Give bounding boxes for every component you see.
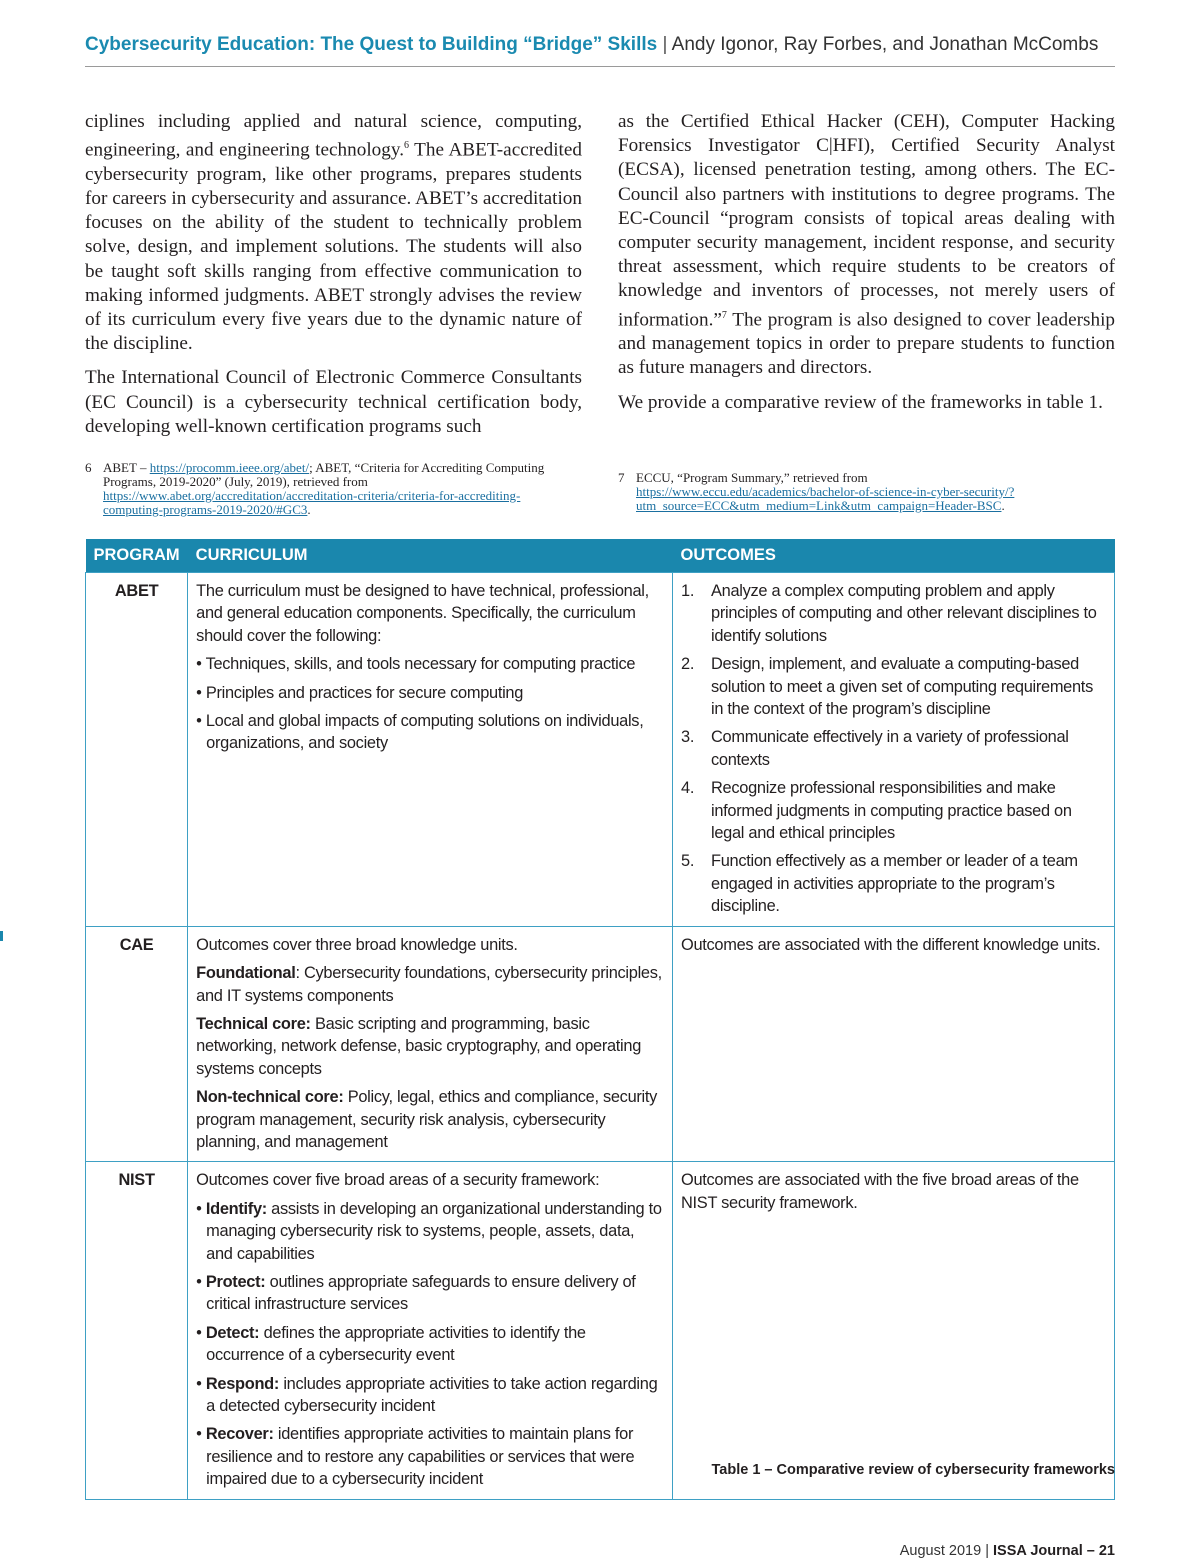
header-program: PROGRAM — [86, 539, 188, 573]
framework-area-label: Identify: — [205, 1199, 267, 1218]
curriculum-cell — [188, 926, 673, 1162]
outcome-text: Function effectively as a member or leader of a team engaged in activities appropriate to the program’s discipline. — [711, 852, 1078, 916]
outcomes-cell: Outcomes are associated with the five broad areas of the NIST security framework. — [673, 1162, 1115, 1499]
outcome-text: Recognize professional responsibilities and make informed judgments in computing practice based on legal and ethical principles — [711, 779, 1072, 843]
outcome-number: 5. — [681, 852, 695, 871]
outcome-number: 4. — [681, 779, 695, 798]
article-authors: Andy Igonor, Ray Forbes, and Jonathan McCombs — [671, 34, 1099, 55]
footnote-number: 6 — [85, 460, 92, 475]
outcome-item — [681, 653, 1106, 720]
table-caption: Table 1 – Comparative review of cybersecurity frameworks — [711, 1462, 1115, 1478]
table-row-cae — [86, 926, 1115, 1162]
footnote-number: 7 — [618, 470, 625, 485]
knowledge-unit-text: Basic scripting and programming, basic networking, network defense, basic cryptography, and operating systems concepts — [196, 1014, 642, 1078]
program-cell: CAE — [86, 926, 188, 1162]
knowledge-unit-label: Foundational — [196, 964, 296, 983]
framework-area-text: includes appropriate activities to take action regarding a detected cybersecurity incident — [206, 1374, 658, 1415]
knowledge-unit-text: : Cybersecurity foundations, cybersecurity principles, and IT systems components — [196, 964, 662, 1005]
framework-area-text: identifies appropriate activities to maintain plans for resilience and to restore any capabilities or services that were impaired due to a cybersecurity incident — [206, 1425, 635, 1489]
outcome-item — [681, 580, 1106, 647]
header-curriculum: CURRICULUM — [188, 539, 673, 573]
framework-area-text: outlines appropriate safeguards to ensure delivery of critical infrastructure services — [206, 1272, 636, 1314]
footnote-text: ABET – — [103, 460, 150, 475]
outcome-number: 1. — [681, 582, 695, 600]
table-row-abet — [86, 573, 1115, 927]
article-title: Cybersecurity Education: The Quest to Building “Bridge” Skills — [85, 34, 658, 55]
curriculum-bullet: • Principles and practices for secure computing — [196, 683, 524, 702]
footnote-text: . — [1001, 498, 1005, 513]
knowledge-unit-label: Non-technical core: — [196, 1088, 344, 1107]
footnote-text: . — [307, 502, 311, 517]
text-run: ciplines including applied and natural science, computing, engineering, and engineering technology. — [85, 111, 582, 161]
footer-separator: | — [985, 1543, 989, 1559]
framework-area-text: assists in developing an organizational understanding to managing cybersecurity risk to systems, people, assets, data, and capabilities — [206, 1199, 662, 1263]
outcome-item — [681, 726, 1106, 771]
curriculum-bullet: • Techniques, skills, and tools necessary for computing practice — [196, 655, 636, 674]
knowledge-unit — [196, 962, 664, 1007]
issue-date: August 2019 — [899, 1543, 982, 1559]
footnote-7 — [618, 471, 1098, 513]
framework-area: • Recover: identifies appropriate activities to maintain plans for resilience and to restore any capabilities or services that were impaired due to a cybersecurity incident — [196, 1425, 635, 1489]
header-separator: | — [662, 34, 668, 55]
margin-mark — [0, 931, 3, 941]
outcomes-list — [681, 580, 1106, 918]
curriculum-intro: Outcomes cover five broad areas of a security framework: — [196, 1171, 600, 1190]
footnote-ref-7[interactable]: 7 — [721, 309, 727, 321]
knowledge-unit-text: Policy, legal, ethics and compliance, security program management, security risk analysis, cybersecurity planning, and management — [196, 1088, 658, 1151]
curriculum-intro: The curriculum must be designed to have technical, professional, and general education components. Specifically, the curriculum should cover the following: — [196, 582, 649, 645]
text-run: The ABET-accredited cybersecurity program, like other programs, prepares students for careers in cybersecurity and assurance. ABET’s accreditation focuses on the ability of the student to technically problem solve, design, and implement solutions. The students will also be taught soft skills ranging from effective communication to making informed judgments. ABET strongly advises the review of its curriculum every five years due to the dynamic nature of the discipline. — [85, 139, 582, 355]
program-cell: NIST — [86, 1162, 188, 1499]
outcomes-cell: Outcomes are associated with the different knowledge units. — [673, 926, 1115, 1162]
outcome-item — [681, 777, 1106, 844]
journal-page: ISSA Journal – 21 — [993, 1543, 1115, 1559]
footnote-link[interactable]: https://procomm.ieee.org/abet/ — [149, 460, 310, 475]
outcome-item — [681, 850, 1106, 917]
footnote-link[interactable]: https://www.abet.org/accreditation/accreditation-criteria/criteria-for-accrediting-computing-programs-2019-2020/#GC3 — [103, 488, 521, 517]
framework-area-label: Detect: — [205, 1323, 260, 1342]
knowledge-unit — [196, 1086, 664, 1153]
outcome-text: Design, implement, and evaluate a computing-based solution to meet a given set of computing requirements in the context of the program’s discipline — [711, 655, 1093, 719]
framework-area-label: Protect: — [205, 1272, 266, 1291]
framework-area-label: Recover: — [205, 1425, 274, 1444]
curriculum-cell — [188, 1162, 673, 1499]
framework-area: • Protect: outlines appropriate safeguards to ensure delivery of critical infrastructure services — [196, 1272, 636, 1314]
outcome-number: 2. — [681, 655, 695, 674]
framework-area-text: defines the appropriate activities to identify the occurrence of a cybersecurity event — [206, 1323, 586, 1365]
outcome-text: Analyze a complex computing problem and apply principles of computing and other relevant disciplines to identify solutions — [711, 582, 1097, 645]
outcome-number: 3. — [681, 728, 695, 747]
header-outcomes: OUTCOMES — [673, 539, 1115, 573]
curriculum-cell — [188, 573, 673, 927]
footnote-6 — [85, 461, 585, 517]
footnote-text: ECCU, “Program Summary,” retrieved from — [636, 470, 868, 485]
framework-area-label: Respond: — [205, 1374, 280, 1393]
footnote-link[interactable]: https://www.eccu.edu/academics/bachelor-of-science-in-cyber-security/?utm_source=ECC&utm_medium=Link&utm_campaign=Header-BSC — [636, 484, 1015, 513]
knowledge-unit-label: Technical core: — [196, 1014, 311, 1033]
knowledge-unit — [196, 1013, 664, 1080]
paragraph — [618, 110, 1115, 381]
framework-area: • Detect: defines the appropriate activities to identify the occurrence of a cybersecurity event — [196, 1323, 586, 1365]
outcome-text: Communicate effectively in a variety of professional contexts — [711, 728, 1069, 769]
footnote-text: ; ABET, “Criteria for Accrediting Computing Programs, 2019-2020” (July, 2019), retrieved from — [103, 460, 545, 489]
table-header-row — [86, 539, 1115, 573]
outcomes-cell — [673, 573, 1115, 927]
curriculum-bullet: • Local and global impacts of computing solutions on individuals, organizations, and society — [196, 712, 644, 753]
program-cell: ABET — [86, 573, 188, 927]
text-run: as the Certified Ethical Hacker (CEH), Computer Hacking Forensics Investigator C|HFI), Certified Security Analyst (ECSA), licensed penetration testing, among others. The EC-Council also partners with institutions to degree programs. The EC-Council “program consists of topical areas dealing with computer security management, incident response, and security threat assessment, which require students to be creators of knowledge and inventors of processes, not merely users of information.” — [618, 111, 1115, 331]
page-footer — [900, 1543, 1115, 1559]
body-column-left — [85, 110, 582, 439]
curriculum-intro: Outcomes cover three broad knowledge units. — [196, 935, 518, 954]
body-column-right — [618, 110, 1115, 415]
running-header — [85, 34, 1115, 67]
table-row-nist — [86, 1162, 1115, 1499]
paragraph — [85, 110, 582, 356]
text-run: The program is also designed to cover leadership and management topics in order to prepare students to function as future managers and directors. — [618, 309, 1115, 379]
framework-area: • Respond: includes appropriate activities to take action regarding a detected cybersecurity incident — [196, 1374, 658, 1415]
paragraph: We provide a comparative review of the frameworks in table 1. — [618, 391, 1103, 413]
frameworks-table — [85, 539, 1115, 1500]
framework-area: • Identify: assists in developing an organizational understanding to managing cybersecurity risk to systems, people, assets, data, and capabilities — [196, 1199, 662, 1263]
footnote-ref-6[interactable]: 6 — [404, 140, 409, 152]
paragraph: The International Council of Electronic Commerce Consultants (EC Council) is a cybersecurity technical certification body, developing well-known certification programs such — [85, 367, 582, 437]
